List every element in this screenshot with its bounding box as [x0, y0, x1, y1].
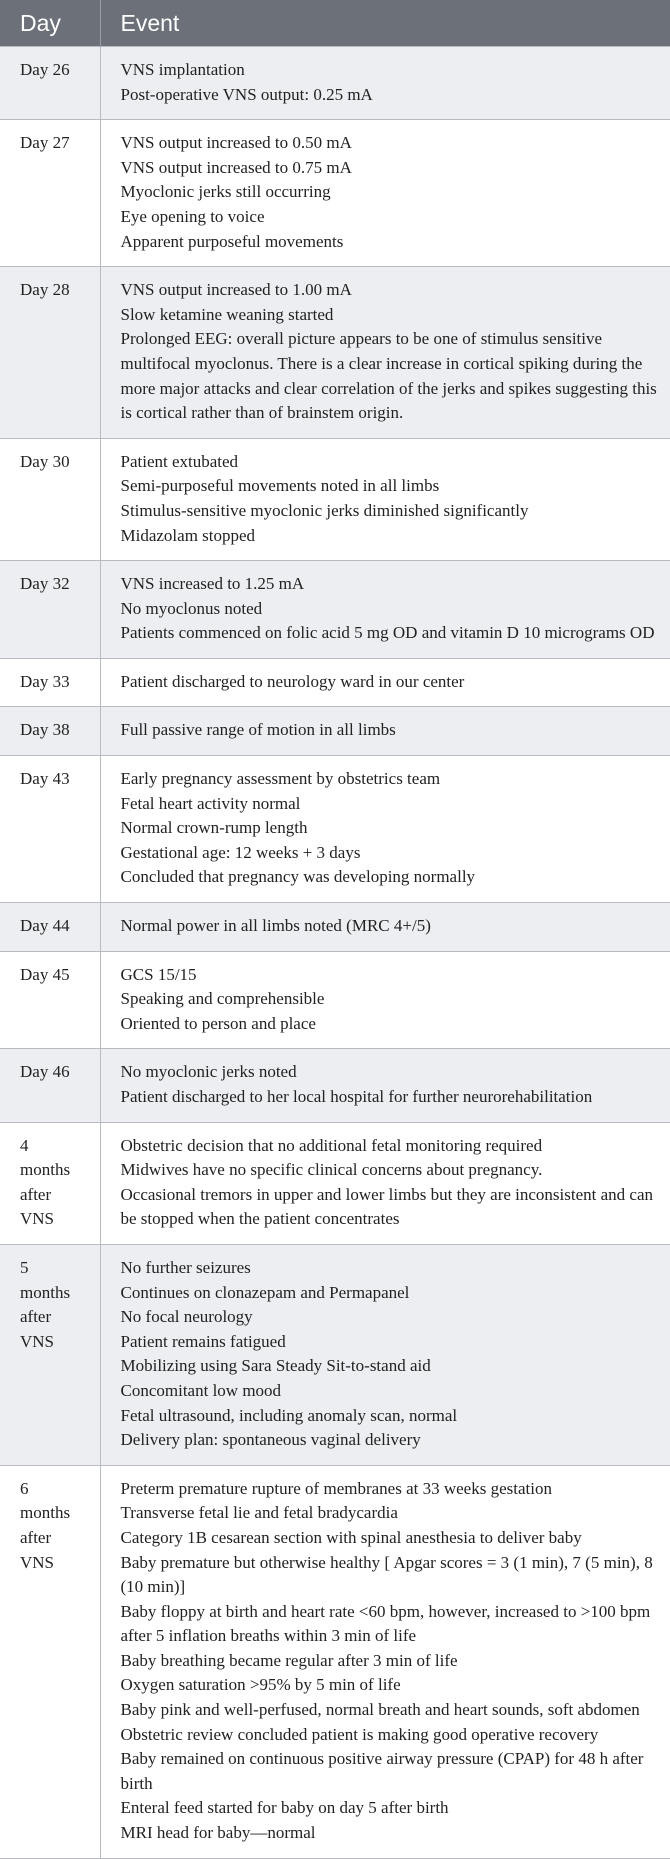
- day-cell: [0, 707, 100, 756]
- event-text: VNS output increased to 1.00 mA: [120, 280, 352, 300]
- event-text: Patients commenced on folic acid 5 mg OD and vitamin D 10 micrograms OD: [120, 623, 655, 643]
- event-text: Baby pink and well-perfused, normal breath and heart sounds, soft abdomen: [120, 1700, 640, 1720]
- day-text: VNS: [20, 1209, 55, 1229]
- event-text: No further seizures: [120, 1257, 251, 1277]
- event-text: Eye opening to voice: [120, 206, 265, 226]
- event-cell: [100, 267, 670, 439]
- event-text: Prolonged EEG: overall picture appears to be one of stimulus sensitive multifocal myoclonus. There is a clear increase in cortical spiking during the more major attacks and clear correlation of the jerks and spikes suggesting this is cortical rather than of brainstem origin.: [120, 329, 657, 423]
- event-cell: [100, 707, 670, 756]
- table-row: [0, 267, 670, 439]
- day-cell: [0, 438, 100, 560]
- event-text: Concomitant low mood: [120, 1380, 282, 1400]
- day-text: Day 32: [20, 574, 70, 594]
- event-cell: [100, 120, 670, 267]
- event-text: Baby remained on continuous positive airway pressure (CPAP) for 48 h after birth: [120, 1749, 644, 1793]
- day-text: 5: [20, 1257, 29, 1277]
- event-text: Patient remains fatigued: [120, 1331, 286, 1351]
- event-text: Normal crown-rump length: [120, 818, 308, 838]
- event-text: Obstetric decision that no additional fetal monitoring required: [120, 1135, 543, 1155]
- event-text: Early pregnancy assessment by obstetrics team: [120, 769, 441, 789]
- table-header: [0, 0, 670, 47]
- table-row: [0, 1049, 670, 1122]
- day-text: Day 38: [20, 720, 70, 740]
- table-row: [0, 707, 670, 756]
- event-text: Preterm premature rupture of membranes at 33 weeks gestation: [120, 1478, 552, 1498]
- day-cell: [0, 1244, 100, 1465]
- event-text: Patient extubated: [120, 451, 239, 471]
- event-text: No myoclonus noted: [120, 598, 263, 618]
- event-text: Fetal heart activity normal: [120, 793, 301, 813]
- day-cell: [0, 1122, 100, 1244]
- day-text: months: [20, 1503, 71, 1523]
- event-column-header: Event: [100, 0, 670, 47]
- day-text: Day 33: [20, 671, 70, 691]
- day-text: months: [20, 1282, 71, 1302]
- event-text: Patient discharged to neurology ward in our center: [120, 671, 465, 691]
- event-text: Stimulus-sensitive myoclonic jerks diminished significantly: [120, 500, 529, 520]
- day-text: months: [20, 1160, 71, 1180]
- event-cell: [100, 756, 670, 903]
- event-text: Baby floppy at birth and heart rate <60 bpm, however, increased to >100 bpm after 5 inflation breaths within 3 min of life: [120, 1601, 651, 1646]
- table-row: [0, 120, 670, 267]
- event-text: Delivery plan: spontaneous vaginal delivery: [120, 1430, 421, 1450]
- day-text: 4: [20, 1135, 29, 1155]
- day-cell: [0, 1049, 100, 1122]
- day-text: Day 46: [20, 1062, 70, 1082]
- event-text: Semi-purposeful movements noted in all limbs: [120, 476, 440, 496]
- day-text: 6: [20, 1478, 29, 1498]
- event-text: Midazolam stopped: [120, 525, 256, 545]
- table-row: [0, 47, 670, 120]
- event-text: Patient discharged to her local hospital for further neurorehabilitation: [120, 1087, 593, 1106]
- event-cell: [100, 951, 670, 1049]
- event-cell: [100, 47, 670, 120]
- event-text: Oxygen saturation >95% by 5 min of life: [120, 1675, 401, 1695]
- event-text: Enteral feed started for baby on day 5 after birth: [120, 1798, 449, 1818]
- day-text: VNS: [20, 1552, 55, 1572]
- table-row: [0, 561, 670, 659]
- day-cell: [0, 658, 100, 707]
- event-cell: [100, 1122, 670, 1244]
- day-text: Day 30: [20, 451, 70, 471]
- event-text: Continues on clonazepam and Permapanel: [120, 1282, 410, 1302]
- event-cell: [100, 1049, 670, 1122]
- event-text: Post-operative VNS output: 0.25 mA: [120, 84, 373, 104]
- table-row: [0, 951, 670, 1049]
- event-text: Baby premature but otherwise healthy [ Apgar scores = 3 (1 min), 7 (5 min), 8 (10 min)]: [120, 1552, 653, 1597]
- event-text: No focal neurology: [120, 1307, 253, 1327]
- day-text: after: [20, 1307, 52, 1327]
- table-row: [0, 903, 670, 952]
- event-text: Myoclonic jerks still occurring: [120, 182, 331, 202]
- event-text: Transverse fetal lie and fetal bradycardia: [120, 1503, 398, 1523]
- day-cell: [0, 1465, 100, 1858]
- event-cell: [100, 438, 670, 560]
- event-text: Normal power in all limbs noted (MRC 4+/5): [120, 916, 431, 936]
- day-cell: [0, 120, 100, 267]
- table-row: [0, 1465, 670, 1858]
- event-text: Midwives have no specific clinical concerns about pregnancy.: [120, 1160, 543, 1180]
- event-text: Occasional tremors in upper and lower limbs but they are inconsistent and can be stopped when the patient concentrates: [120, 1184, 654, 1229]
- day-text: Day 26: [20, 60, 70, 79]
- table-row: [0, 1244, 670, 1465]
- day-cell: [0, 951, 100, 1049]
- day-text: Day 43: [20, 769, 70, 789]
- table-body: [0, 47, 670, 1859]
- day-column-header: Day: [0, 0, 100, 47]
- event-text: Apparent purposeful movements: [120, 231, 344, 251]
- event-text: MRI head for baby—normal: [120, 1823, 316, 1843]
- day-cell: [0, 47, 100, 120]
- day-text: Day 27: [20, 133, 70, 153]
- event-text: Mobilizing using Sara Steady Sit-to-stand aid: [120, 1356, 431, 1376]
- event-cell: [100, 1244, 670, 1465]
- event-text: VNS output increased to 0.75 mA: [120, 157, 352, 177]
- event-text: Slow ketamine weaning started: [120, 304, 334, 324]
- event-text: Category 1B cesarean section with spinal anesthesia to deliver baby: [120, 1527, 582, 1547]
- event-text: GCS 15/15: [120, 964, 197, 984]
- event-text: Concluded that pregnancy was developing normally: [120, 867, 476, 887]
- event-text: VNS implantation: [120, 60, 245, 79]
- event-cell: [100, 561, 670, 659]
- event-cell: [100, 1465, 670, 1858]
- event-text: No myoclonic jerks noted: [120, 1062, 297, 1082]
- table-row: [0, 658, 670, 707]
- day-text: after: [20, 1527, 52, 1547]
- event-cell: [100, 658, 670, 707]
- day-cell: [0, 756, 100, 903]
- day-text: Day 44: [20, 916, 70, 936]
- table-row: [0, 756, 670, 903]
- event-text: VNS increased to 1.25 mA: [120, 574, 305, 594]
- event-text: Obstetric review concluded patient is making good operative recovery: [120, 1724, 599, 1744]
- event-text: VNS output increased to 0.50 mA: [120, 133, 352, 153]
- day-cell: [0, 561, 100, 659]
- event-text: Gestational age: 12 weeks + 3 days: [120, 842, 361, 862]
- table-row: [0, 438, 670, 560]
- table-row: [0, 1122, 670, 1244]
- event-cell: [100, 903, 670, 952]
- day-cell: [0, 267, 100, 439]
- event-text: Full passive range of motion in all limbs: [120, 720, 396, 740]
- day-cell: [0, 903, 100, 952]
- event-text: Speaking and comprehensible: [120, 989, 325, 1009]
- day-text: Day 45: [20, 964, 70, 984]
- day-text: Day 28: [20, 280, 70, 300]
- event-text: Oriented to person and place: [120, 1013, 316, 1033]
- event-text: Baby breathing became regular after 3 min of life: [120, 1650, 458, 1670]
- event-text: Fetal ultrasound, including anomaly scan, normal: [120, 1405, 458, 1425]
- day-text: after: [20, 1184, 52, 1204]
- header-row: [0, 0, 670, 47]
- day-text: VNS: [20, 1331, 55, 1351]
